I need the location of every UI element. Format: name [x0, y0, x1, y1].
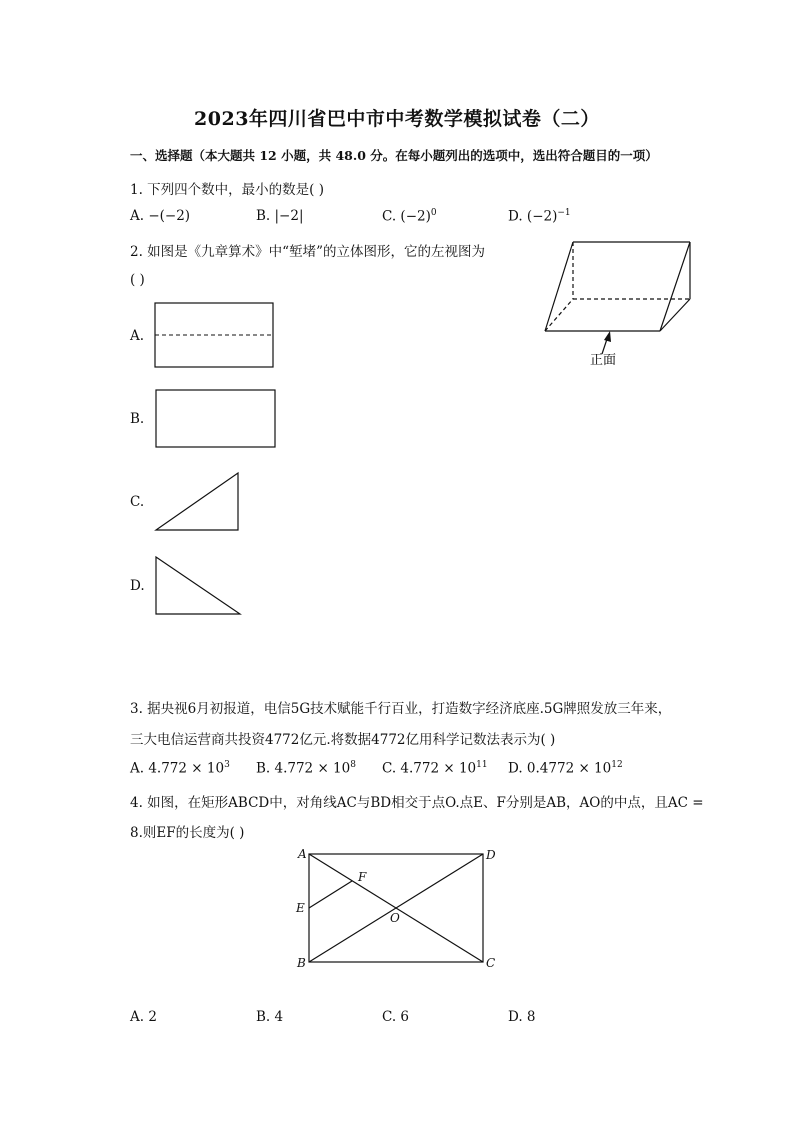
- q4-option-d[interactable]: D. 8: [508, 1009, 536, 1025]
- q4-option-b[interactable]: B. 4: [256, 1009, 284, 1025]
- label-o: O: [390, 911, 400, 925]
- rectangle-abcd-figure: [290, 845, 502, 973]
- q1-option-d[interactable]: D. $(-2)^{-1}$: [508, 208, 571, 225]
- q2-option-b-figure[interactable]: [154, 388, 278, 450]
- q1-option-c[interactable]: C. $(-2)^0$: [382, 208, 437, 225]
- q2-option-d-figure[interactable]: [154, 554, 244, 618]
- q3-option-b[interactable]: B. $4.772 \times 10^8$: [256, 760, 356, 777]
- front-arrow: [602, 331, 611, 354]
- q1-option-b[interactable]: B. |−2|: [256, 208, 304, 224]
- q3-option-d[interactable]: D. $0.4772 \times 10^{12}$: [508, 760, 623, 777]
- q3-line2: 三大电信运营商共投资4772亿元.将数据4772亿用科学记数法表示为( ): [130, 732, 556, 748]
- q3-option-c[interactable]: C. $4.772 \times 10^{11}$: [382, 760, 488, 777]
- q1-stem: 1. 下列四个数中，最小的数是( ): [130, 182, 324, 198]
- q3-line1: 3. 据央视6月初报道，电信5G技术赋能千行百业，打造数字经济底座.5G牌照发放三年来，: [130, 701, 672, 717]
- q2-option-c-figure[interactable]: [154, 470, 244, 534]
- label-f: F: [358, 870, 367, 884]
- q2-option-a[interactable]: A.: [130, 328, 145, 344]
- section-heading: 一、选择题（本大题共 12 小题，共 48.0 分。在每小题列出的选项中，选出符合题目的一项）: [130, 148, 658, 163]
- qiandu-3d-figure: [540, 236, 700, 376]
- q1-option-a[interactable]: A. −(−2): [130, 208, 191, 224]
- q4-line2: 8.则EF的长度为( ): [130, 825, 245, 841]
- front-label: 正面: [590, 353, 617, 368]
- q2-option-a-figure[interactable]: [154, 302, 276, 370]
- label-e: E: [296, 901, 305, 915]
- label-b: B: [297, 956, 306, 970]
- label-c: C: [486, 956, 496, 970]
- q2-paren: ( ): [130, 272, 145, 288]
- q4-option-c[interactable]: C. 6: [382, 1009, 410, 1025]
- q2-stem: 2. 如图是《九章算术》中“堑堵”的立体图形，它的左视图为: [130, 244, 485, 260]
- label-d: D: [486, 848, 496, 862]
- q3-option-a[interactable]: A. $4.772 \times 10^3$: [130, 760, 230, 777]
- q4-line1: 4. 如图，在矩形ABCD中，对角线AC与BD相交于点O.点E、F分别是AB，AO的中点，且AC =: [130, 795, 704, 811]
- q2-option-b[interactable]: B.: [130, 411, 145, 427]
- q2-option-c[interactable]: C.: [130, 494, 145, 510]
- q4-option-a[interactable]: A. 2: [130, 1009, 157, 1025]
- q2-option-d[interactable]: D.: [130, 578, 145, 594]
- label-a: A: [298, 847, 307, 861]
- page-title: 2023年四川省巴中市中考数学模拟试卷（二）: [194, 108, 600, 130]
